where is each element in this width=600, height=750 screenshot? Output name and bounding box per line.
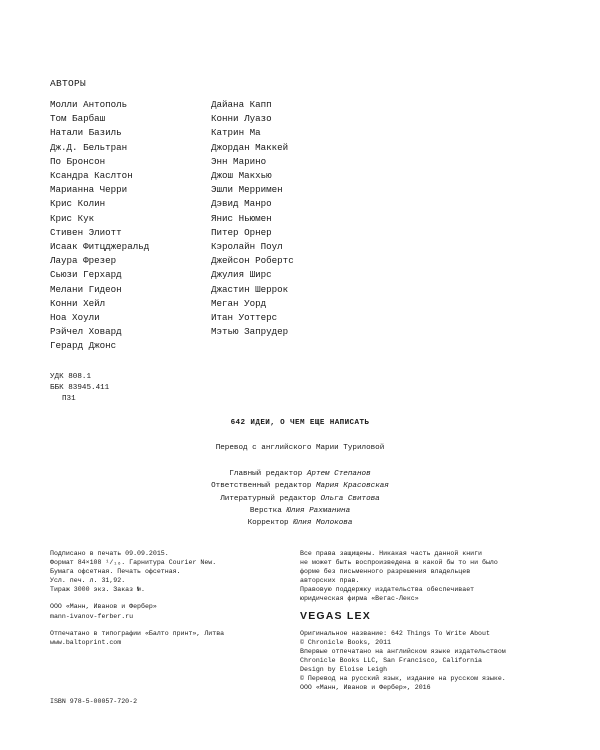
author-name: Ноа Хоули [50,312,100,324]
author-name: Марианна Черри [50,184,128,196]
translator-line: Перевод с английского Марии Туриловой [215,444,385,452]
print-line: Подписано в печать 09.09.2015. [50,550,169,557]
author-name: Энн Марино [211,155,267,167]
isbn: ISBN 978-5-00057-720-2 [50,698,138,705]
original-line: Design by Eloise Leigh [300,665,388,673]
author-name: Меган Уорд [211,297,267,309]
author-name: Мэтью Запрудер [211,326,289,338]
author-name: По Бронсон [50,155,106,167]
rights-line: Все права защищены. Никакая часть данной книги [300,550,483,557]
print-line: Усл. печ. л. 31,92. [50,577,126,585]
author-name: Питер Орнер [211,226,272,238]
author-name: Том Барбаш [50,113,106,125]
credit-role: Корректор [247,519,289,528]
printer-url: www.baltoprint.com [50,638,122,646]
print-line: Бумага офсетная. Печать офсетная. [50,568,181,576]
author-name: Конни Луазо [211,113,272,125]
original-line: Оригинальное название: 642 Things To Write About [300,629,490,637]
credit-line [0,505,600,517]
author-name: Итан Уоттерс [211,312,278,324]
rights-line: юридическая фирма «Вегас-Лекс» [300,595,419,603]
author-name: Стивен Элиотт [50,226,122,238]
authors-heading: АВТОРЫ [50,78,87,89]
rights-line: Правовую поддержку издательства обеспечивает [300,586,475,594]
credit-role: Главный редактор [229,470,303,478]
credit-role: Литературный редактор [220,494,316,503]
credit-person: Юлия Молокова [293,519,353,528]
author-name: Крис Колин [50,198,106,210]
author-name: Дж.Д. Бельтран [50,141,128,153]
print-line: Формат 84×108 ¹/₁₆. Гарнитура Courier New. [50,559,217,567]
author-name: Джулия Ширс [211,269,272,281]
original-line: ООО «Манн, Иванов и Фербер», 2016 [300,684,431,692]
author-name: Конни Хейл [50,297,106,309]
author-name: Рэйчел Ховард [50,326,122,338]
print-details [50,549,224,647]
author-name: Джордан Маккей [211,141,289,153]
rights-line: не может быть воспроизведена в какой бы то ни было [300,559,498,567]
publisher-url: mann-ivanov-ferber.ru [50,612,134,620]
vegas-lex-logo: VEGAS LEX [300,609,371,622]
author-name: Дэвид Манро [211,198,272,210]
rights-line: форме без письменного разрешения владельцев [300,568,471,576]
authors-right-column [211,98,294,339]
credit-role: Верстка [249,506,282,515]
author-name: Ксандра Каслтон [50,170,133,182]
author-name: Герард Джонс [50,340,117,352]
author-name: Лаура Фрезер [50,255,117,267]
author-name: Джастин Шеррок [211,283,289,295]
printer-name: Отпечатано в типографии «Балто принт», Литва [50,629,225,637]
credit-line [0,480,600,492]
print-line: Тираж 3000 экз. Заказ №. [50,586,145,594]
author-name: Кэролайн Поул [211,241,283,253]
rights-block [300,549,506,692]
rights-line: авторских прав. [300,577,360,585]
author-name: Исаак Фитцджеральд [50,241,150,253]
authors-left-column [50,98,149,354]
author-name: Джейсон Робертс [211,255,294,267]
udk-code: УДК 808.1 [50,373,92,381]
author-name: Мелани Гидеон [50,283,122,295]
author-name: Сьюзи Герхард [50,269,122,281]
author-name: Джош Макхью [211,170,272,182]
original-line: Впервые отпечатано на английском языке издательством [300,647,506,655]
credit-person: Артем Степанов [306,470,371,478]
author-name: Эшли Мерримен [211,184,283,196]
book-title: 642 ИДЕИ, О ЧЕМ ЕЩЕ НАПИСАТЬ [230,419,370,427]
credit-person: Мария Красовская [315,482,389,491]
credit-role: Ответственный редактор [211,482,312,491]
editorial-credits [0,468,600,529]
credit-person: Ольга Свитова [320,494,380,503]
credit-line [0,517,600,529]
classification-codes [50,372,109,405]
author-name: Молли Антополь [50,99,128,110]
credit-person: Юлия Рахманина [286,506,351,515]
author-name: Янис Ньюмен [211,212,272,224]
author-name: Крис Кук [50,212,95,224]
publisher-name: ООО «Манн, Иванов и Фербер» [50,603,157,611]
credit-line [0,468,600,480]
bbk-code: ББК 83945.411 [50,384,110,392]
original-line: © Chronicle Books, 2011 [300,638,392,646]
author-name: Дайана Капп [211,99,272,110]
author-name: Катрин Ма [211,127,261,139]
credit-line [0,493,600,505]
original-line: © Перевод на русский язык, издание на русском языке. [300,675,506,683]
author-mark: П31 [62,395,76,403]
author-name: Натали Базиль [50,127,122,139]
original-line: Chronicle Books LLC, San Francisco, California [300,656,483,664]
